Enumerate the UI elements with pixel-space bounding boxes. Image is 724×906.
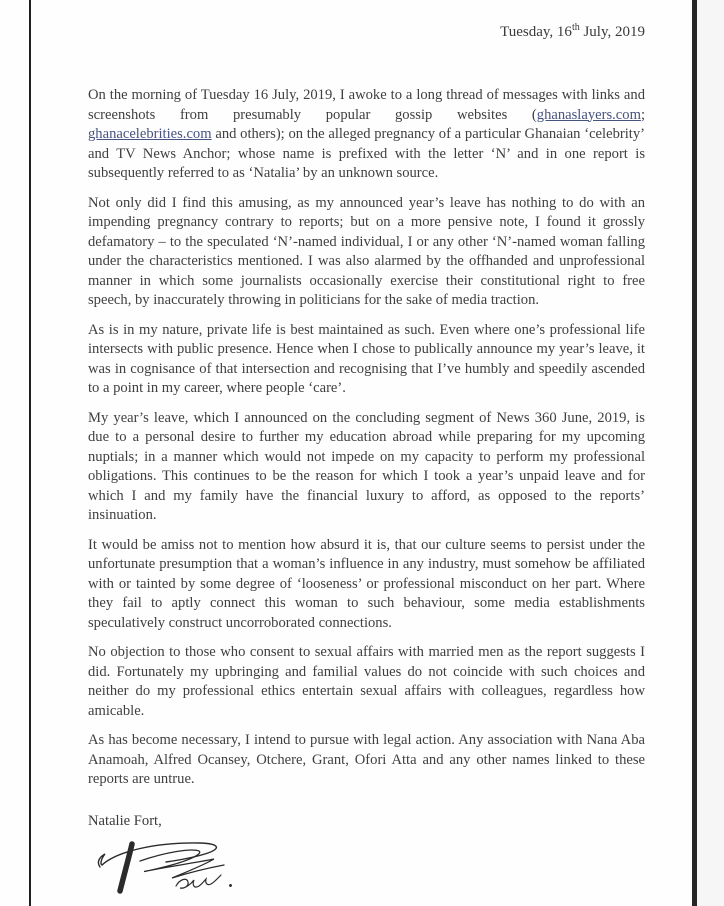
letter-date — [88, 22, 645, 42]
signoff-name: Natalie Fort, — [88, 812, 162, 829]
letter-body — [88, 22, 645, 901]
paragraph-amusing-defamatory: Not only did I find this amusing, as my announced year’s leave has nothing to do with an impending pregnancy contrary to reports; but on a more pensive note, I found it grossly defamatory – to the speculated ‘N’-named individual, I or any other ‘N’-named woman falling under the characteristics mentioned. I was also alarmed by the offhanded and unprofessional manner in which some journalists occasionally exercise their constitutional right to free speech, by inaccurately throwing in politicians for the sake of media traction. — [88, 194, 645, 308]
paragraph-opening-text-between: ; — [640, 106, 645, 123]
paragraph-opening — [88, 86, 645, 184]
link-ghanaslayers[interactable]: ghanaslayers.com — [536, 106, 641, 123]
paragraph-opening-text-after: and others); on the alleged pregnancy of a particular Ghanaian ‘celebrity’ and TV News Anchor; whose name is prefixed with the letter ‘N’ and in one report is subsequently referred to as ‘Natalia’ by an unknown source. — [88, 126, 645, 181]
paragraph-years-leave: My year’s leave, which I announced on the concluding segment of News 360 June, 2019, is due to a personal desire to further my education abroad while preparing for my upcoming nuptials; in a manner which would not impede on my capacity to perform my professional obligations. This continues to be the reason for which I took a year’s unpaid leave and for which I and my family have the financial luxury to afford, as opposed to the reports’ insinuation. — [88, 409, 645, 523]
link-ghanacelebrities[interactable]: ghanacelebrities.com — [88, 126, 212, 142]
paragraph-culture-presumption: It would be amiss not to mention how absurd it is, that our culture seems to persist under the unfortunate presumption that a woman’s influence in any industry, must somehow be affiliated with or tainted by some degree of ‘looseness’ or professional misconduct on her part. Where they fail to aptly connect this woman to such behaviour, some media establishments speculatively construct uncorroborated connections. — [88, 536, 645, 631]
date-rest: July, 2019 — [579, 24, 645, 40]
paragraph-private-life: As is in my nature, private life is best maintained as such. Even where one’s professional life intersects with public presence. Hence when I chose to publically announce my year’s leave, it was in cognisance of that intersection and recognising that I’ve humbly and speedily ascended to a point in my career, where people ‘care’. — [88, 321, 645, 396]
paragraph-no-objection: No objection to those who consent to sexual affairs with married men as the report suggests I did. Fortunately my upbringing and familial values do not coincide with such choices and neither do my professional ethics entertain sexual affairs with colleagues, regardless how amicable. — [88, 644, 645, 719]
signature-tail-letters — [176, 875, 221, 888]
signature-period — [230, 885, 231, 886]
page-right-margin — [697, 0, 724, 906]
signature-loops — [140, 850, 224, 878]
date-ordinal: th — [571, 22, 580, 33]
date-prefix: Tuesday, 16 — [500, 24, 572, 40]
paragraph-legal-action: As has become necessary, I intend to pursue with legal action. Any association with Nana Aba Anamoah, Alfred Ocansey, Otchere, Grant, Ofori Atta and any other names linked to these reports are untrue. — [88, 732, 645, 787]
signature-top-flourish — [98, 843, 216, 867]
page-left-edge-line — [29, 0, 31, 906]
paragraph-opening-text-before: On the morning of Tuesday 16 July, 2019, I awoke to a long thread of messages with links and screenshots from presumably popular gossip websites ( — [88, 87, 645, 123]
signature — [92, 837, 292, 901]
signature-stem — [120, 844, 132, 891]
